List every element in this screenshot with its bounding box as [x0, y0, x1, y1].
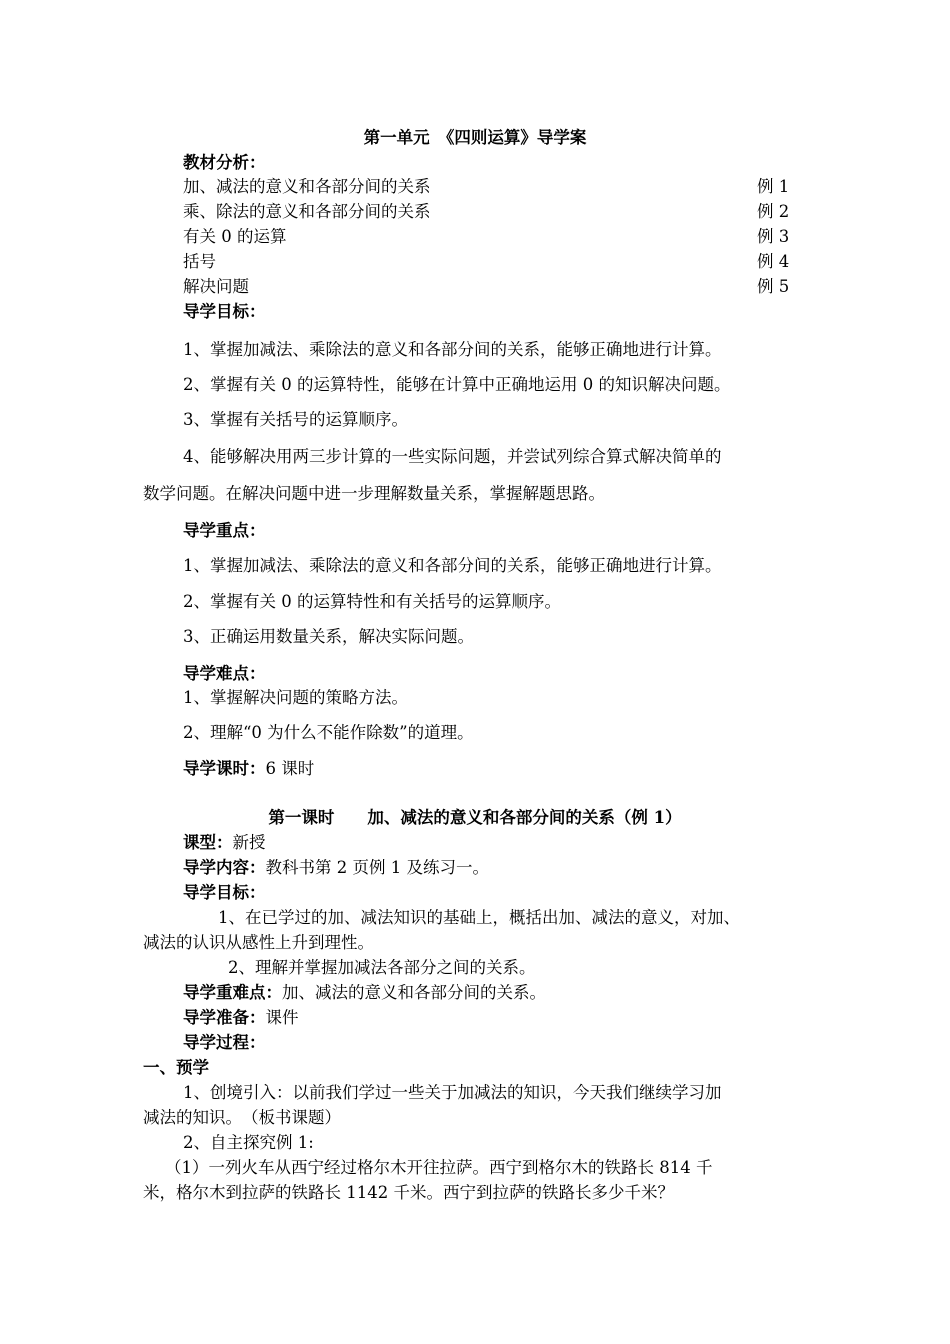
lesson-type-value: 新授: [232, 833, 266, 852]
lesson-focus-value: 加、减法的意义和各部分间的关系。: [282, 983, 546, 1002]
analysis-example: 例 3: [757, 227, 790, 246]
lesson-goal-item: 2、理解并掌握加减法各部分之间的关系。: [228, 958, 536, 977]
lesson-type-label: 课型：: [183, 833, 233, 852]
lesson-type: [183, 832, 266, 854]
lesson-prep-value: 课件: [265, 1008, 299, 1027]
lesson-goal-item: 1、在已学过的加、减法知识的基础上，概括出加、减法的意义，对加、: [218, 908, 740, 927]
lesson-goals-heading: 导学目标：: [183, 883, 266, 902]
unit-title: 第一单元 《四则运算》导学案: [363, 128, 587, 147]
analysis-example: 例 5: [757, 277, 790, 296]
analysis-topic: 括号: [183, 252, 216, 271]
lesson-prep: [183, 1007, 299, 1029]
step-text: 2、自主探究例 1:: [183, 1133, 314, 1152]
analysis-topic: 有关 0 的运算: [183, 227, 287, 246]
lesson-focus-label: 导学重难点：: [183, 983, 282, 1002]
goal-item: 2、掌握有关 0 的运算特性，能够在计算中正确地运用 0 的知识解决问题。: [183, 375, 731, 394]
analysis-topic: 解决问题: [183, 277, 249, 296]
analysis-example: 例 1: [757, 177, 790, 196]
difficulties-heading: 导学难点：: [183, 664, 266, 683]
question-text-continued: 米，格尔木到拉萨的铁路长 1142 千米。西宁到拉萨的铁路长多少千米？: [143, 1183, 674, 1202]
analysis-example: 例 4: [757, 252, 790, 271]
periods-label: 导学课时：: [183, 759, 266, 778]
question-text: （1）一列火车从西宁经过格尔木开往拉萨。西宁到格尔木的铁路长 814 千: [165, 1158, 713, 1177]
goal-item-continued: 数学问题。在解决问题中进一步理解数量关系，掌握解题思路。: [143, 484, 605, 503]
goal-item: 3、掌握有关括号的运算顺序。: [183, 410, 408, 429]
key-point-item: 1、掌握加减法、乘除法的意义和各部分间的关系，能够正确地进行计算。: [183, 556, 722, 575]
section-heading: 一、预学: [143, 1058, 209, 1077]
lesson-title: 第一课时 加、减法的意义和各部分间的关系（例 1）: [268, 808, 682, 827]
key-points-heading: 导学重点：: [183, 521, 266, 540]
lesson-focus: [183, 982, 546, 1004]
lesson-prep-label: 导学准备：: [183, 1008, 266, 1027]
goal-item: 4、能够解决用两三步计算的一些实际问题，并尝试列综合算式解决简单的: [183, 447, 722, 466]
goals-heading: 导学目标：: [183, 302, 266, 321]
analysis-heading: 教材分析：: [183, 153, 266, 172]
key-point-item: 3、正确运用数量关系，解决实际问题。: [183, 627, 474, 646]
key-point-item: 2、掌握有关 0 的运算特性和有关括号的运算顺序。: [183, 592, 561, 611]
periods-value: 6 课时: [265, 759, 315, 778]
difficulty-item: 2、理解“0 为什么不能作除数”的道理。: [183, 723, 474, 742]
analysis-example: 例 2: [757, 202, 790, 221]
analysis-topic: 乘、除法的意义和各部分间的关系: [183, 202, 431, 221]
lesson-goal-item-continued: 减法的认识从感性上升到理性。: [143, 933, 374, 952]
process-heading: 导学过程：: [183, 1033, 266, 1052]
analysis-topic: 加、减法的意义和各部分间的关系: [183, 177, 431, 196]
difficulty-item: 1、掌握解决问题的策略方法。: [183, 688, 408, 707]
step-text-continued: 减法的知识。 （板书课题）: [143, 1108, 341, 1127]
step-text: 1、创境引入：以前我们学过一些关于加减法的知识，今天我们继续学习加: [183, 1083, 722, 1102]
lesson-content-value: 教科书第 2 页例 1 及练习一。: [265, 858, 489, 877]
lesson-content-label: 导学内容：: [183, 858, 266, 877]
lesson-content: [183, 857, 489, 879]
goal-item: 1、掌握加减法、乘除法的意义和各部分间的关系，能够正确地进行计算。: [183, 340, 722, 359]
periods-line: [183, 758, 314, 780]
